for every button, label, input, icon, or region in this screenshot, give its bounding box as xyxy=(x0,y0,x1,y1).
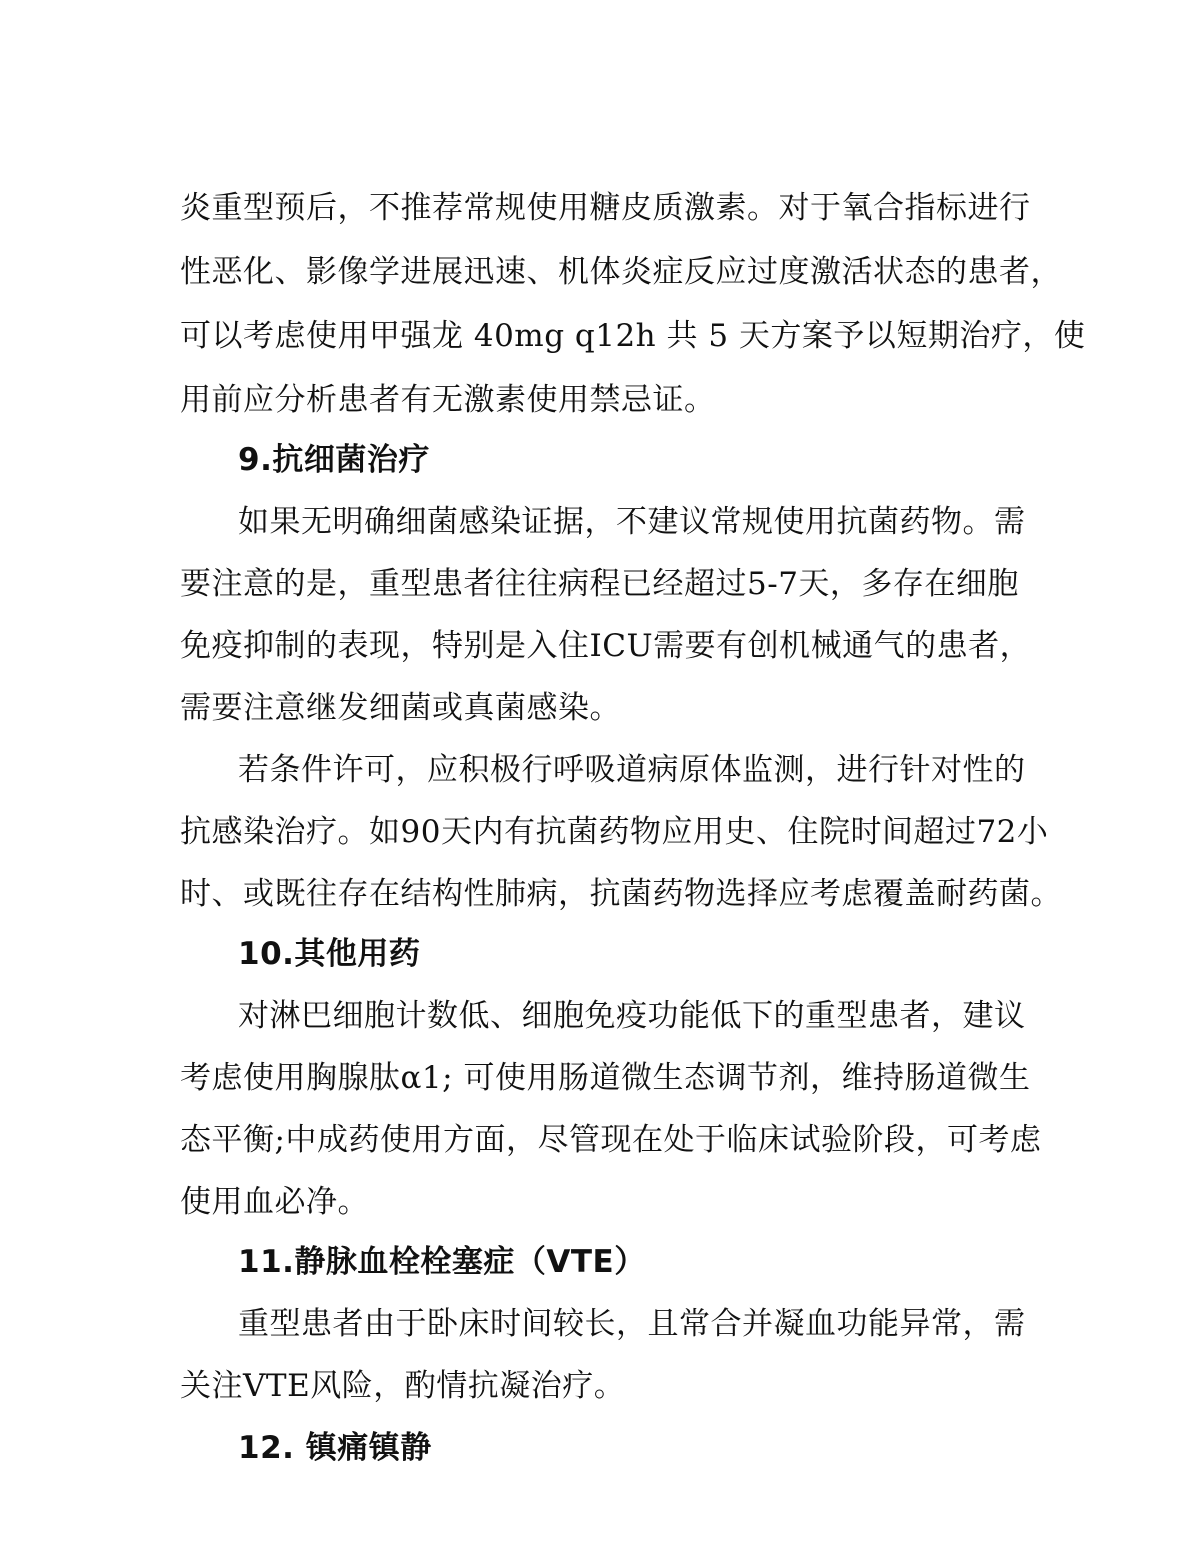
paragraph-line: 时、或既往存在结构性肺病，抗菌药物选择应考虑覆盖耐药菌。 xyxy=(180,876,1062,912)
section-heading: 12. 镇痛镇静 xyxy=(238,1430,432,1466)
section-heading: 10.其他用药 xyxy=(238,936,421,972)
paragraph-line: 性恶化、影像学进展迅速、机体炎症反应过度激活状态的患者， xyxy=(180,254,1062,290)
paragraph-line: 如果无明确细菌感染证据，不建议常规使用抗菌药物。需 xyxy=(238,504,1026,540)
paragraph-line: 态平衡;中成药使用方面，尽管现在处于临床试验阶段，可考虑 xyxy=(180,1122,1042,1158)
paragraph-line: 若条件许可，应积极行呼吸道病原体监测，进行针对性的 xyxy=(238,752,1026,788)
paragraph-line: 需要注意继发细菌或真菌感染。 xyxy=(180,690,621,726)
paragraph-line: 免疫抑制的表现，特别是入住ICU需要有创机械通气的患者， xyxy=(180,628,1032,664)
paragraph-line: 要注意的是，重型患者往往病程已经超过5-7天，多存在细胞 xyxy=(180,566,1019,602)
paragraph-line: 炎重型预后，不推荐常规使用糖皮质激素。对于氧合指标进行 xyxy=(180,190,1031,226)
paragraph-line: 对淋巴细胞计数低、细胞免疫功能低下的重型患者，建议 xyxy=(238,998,1026,1034)
paragraph-line: 用前应分析患者有无激素使用禁忌证。 xyxy=(180,382,716,418)
paragraph-line: 考虑使用胸腺肽α1; 可使用肠道微生态调节剂，维持肠道微生 xyxy=(180,1060,1031,1096)
section-heading: 11.静脉血栓栓塞症（VTE） xyxy=(238,1244,646,1280)
paragraph-line: 可以考虑使用甲强龙 40mg q12h 共 5 天方案予以短期治疗，使 xyxy=(180,318,1086,354)
paragraph-line: 抗感染治疗。如90天内有抗菌药物应用史、住院时间超过72小 xyxy=(180,814,1049,850)
paragraph-line: 重型患者由于卧床时间较长，且常合并凝血功能异常，需 xyxy=(238,1306,1026,1342)
paragraph-line: 关注VTE风险，酌情抗凝治疗。 xyxy=(180,1368,626,1404)
section-heading: 9.抗细菌治疗 xyxy=(238,442,430,478)
paragraph-line: 使用血必净。 xyxy=(180,1184,369,1220)
